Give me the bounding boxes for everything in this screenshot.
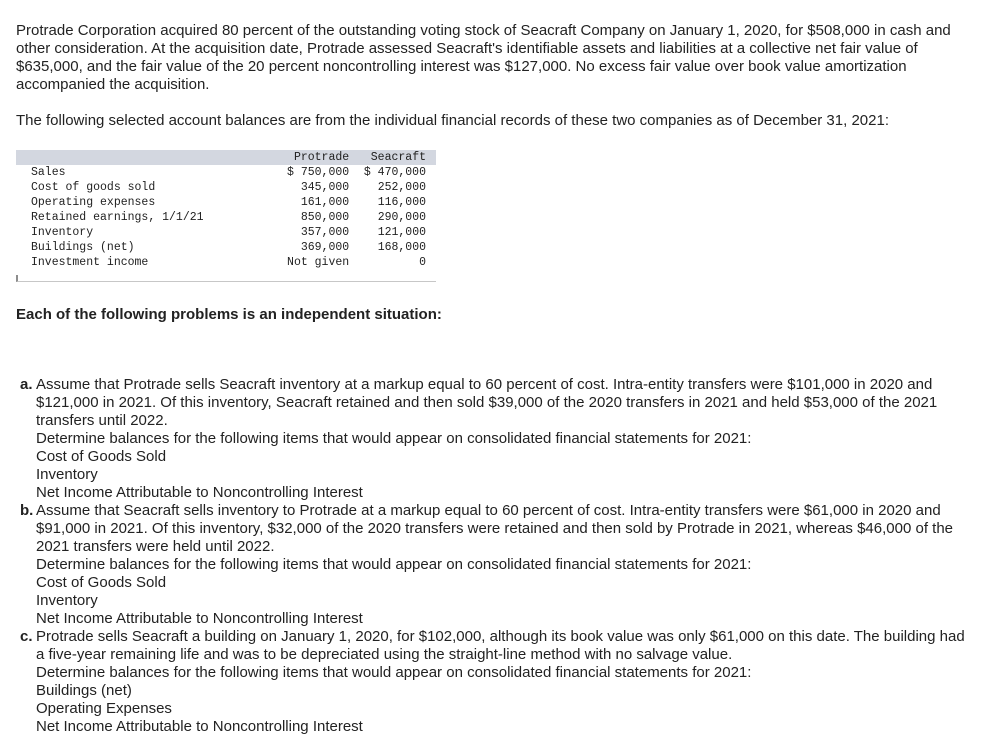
list-item: Inventory xyxy=(36,466,98,483)
seacraft-value: 0 xyxy=(419,256,426,269)
seacraft-value: 116,000 xyxy=(377,196,426,209)
problem-prompt: Determine balances for the following items that would appear on consolidated financial statements for 2021: xyxy=(36,664,752,681)
table-bottom-border xyxy=(16,275,436,282)
problem-b xyxy=(20,502,965,628)
problem-text: Assume that Protrade sells Seacraft inventory at a markup equal to 60 percent of cost. Intra-entity transfers were $101,000 in 2020 and $121,000 in 2021. Of this inventory, Seacraft retained and then sold $39,000 of the 2020 transfers in 2021 and held $53,000 of the 2021 transfers until 2022. xyxy=(36,376,938,429)
protrade-value: Not given xyxy=(287,256,350,269)
seacraft-value: 168,000 xyxy=(377,241,426,254)
row-label: Investment income xyxy=(31,256,149,269)
intro-paragraph: Protrade Corporation acquired 80 percent of the outstanding voting stock of Seacraft Company on January 1, 2020, for $508,000 in cash and other consideration. At the acquisition date, Protrade assessed Seacraft's identifiable assets and liabilities at a collective net fair value of $635,000, and the fair value of the 20 percent noncontrolling interest was $127,000. No excess fair value over book value amortization accompanied the acquisition. xyxy=(16,22,951,93)
independent-heading: Each of the following problems is an independent situation: xyxy=(16,306,442,323)
list-item: Net Income Attributable to Noncontrolling Interest xyxy=(36,484,363,501)
protrade-value: 369,000 xyxy=(300,241,350,254)
seacraft-value: 252,000 xyxy=(377,181,426,194)
problem-list xyxy=(20,376,965,736)
protrade-value: 161,000 xyxy=(300,196,350,209)
table-row xyxy=(16,240,436,255)
row-label: Operating expenses xyxy=(31,196,156,209)
list-item: Operating Expenses xyxy=(36,700,172,717)
seacraft-value: $ 470,000 xyxy=(363,166,426,179)
problem-prompt: Determine balances for the following items that would appear on consolidated financial statements for 2021: xyxy=(36,430,752,447)
header-protrade: Protrade xyxy=(293,151,350,164)
protrade-value: 345,000 xyxy=(300,181,350,194)
list-item: Buildings (net) xyxy=(36,682,132,699)
header-blank xyxy=(16,150,265,165)
problem-a xyxy=(20,376,965,502)
problem-letter: b. xyxy=(20,502,34,519)
table-row xyxy=(16,165,436,180)
problem-c xyxy=(20,628,965,736)
table-row xyxy=(16,210,436,225)
problem-prompt: Determine balances for the following items that would appear on consolidated financial statements for 2021: xyxy=(36,556,752,573)
protrade-value: 850,000 xyxy=(300,211,350,224)
list-item: Cost of Goods Sold xyxy=(36,448,167,465)
row-label: Cost of goods sold xyxy=(31,181,156,194)
seacraft-value: 290,000 xyxy=(377,211,426,224)
table-row xyxy=(16,195,436,210)
list-item: Net Income Attributable to Noncontrolling Interest xyxy=(36,718,363,735)
account-balances-table xyxy=(16,150,436,282)
header-seacraft: Seacraft xyxy=(370,151,426,164)
seacraft-value: 121,000 xyxy=(377,226,426,239)
row-label: Sales xyxy=(31,166,66,179)
problem-text: Protrade sells Seacraft a building on January 1, 2020, for $102,000, although its book value was only $61,000 on this date. The building had a five-year remaining life and was to be depreciated using the straight-line method with no salvage value. xyxy=(36,628,965,663)
table-intro-text: The following selected account balances are from the individual financial records of these two companies as of December 31, 2021: xyxy=(16,112,889,129)
list-item: Cost of Goods Sold xyxy=(36,574,167,591)
table-row xyxy=(16,180,436,195)
table-row xyxy=(16,225,436,240)
protrade-value: 357,000 xyxy=(300,226,350,239)
problem-text: Assume that Seacraft sells inventory to Protrade at a markup equal to 60 percent of cost. Intra-entity transfers were $61,000 in 2020 and $91,000 in 2021. Of this inventory, $32,000 of the 2020 transfers were retained and then sold by Protrade in 2021, whereas $46,000 of the 2021 transfers were held until 2022. xyxy=(36,502,954,555)
row-label: Inventory xyxy=(31,226,94,239)
row-label: Buildings (net) xyxy=(31,241,135,254)
problem-letter: a. xyxy=(20,376,33,393)
protrade-value: $ 750,000 xyxy=(287,166,350,179)
row-label: Retained earnings, 1/1/21 xyxy=(31,211,204,224)
table-row xyxy=(16,255,436,270)
problem-letter: c. xyxy=(20,628,33,645)
list-item: Inventory xyxy=(36,592,98,609)
list-item: Net Income Attributable to Noncontrolling Interest xyxy=(36,610,363,627)
